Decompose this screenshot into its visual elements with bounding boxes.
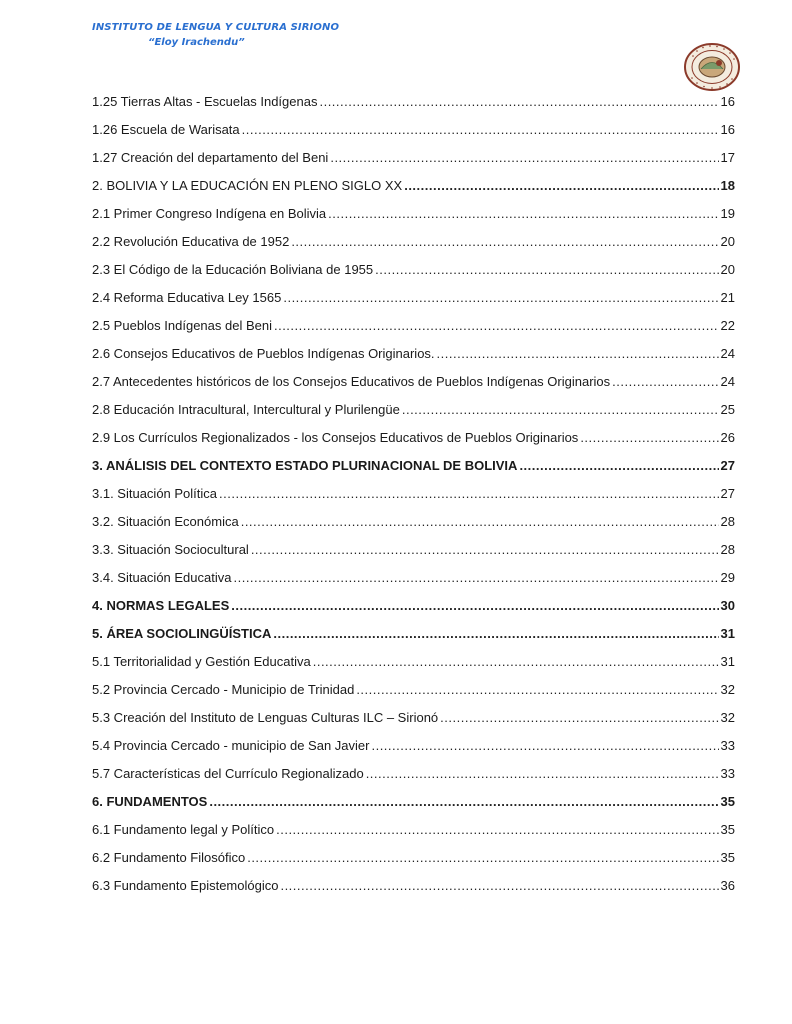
- toc-entry-page: 21: [720, 290, 735, 305]
- toc-entry-title: 5.3 Creación del Instituto de Lenguas Culturas ILC – Sirionó: [92, 710, 439, 725]
- toc-entry-title: 3.3. Situación Sociocultural: [92, 542, 249, 557]
- toc-entry-page: 16: [720, 122, 735, 137]
- toc-dot-leader: [313, 648, 719, 676]
- toc-dot-leader: [319, 88, 718, 116]
- toc-dot-leader: [274, 312, 719, 340]
- toc-entry[interactable]: [92, 508, 735, 536]
- toc-entry-title: 3.2. Situación Económica: [92, 514, 239, 529]
- toc-entry-title: 2.2 Revolución Educativa de 1952: [92, 234, 290, 249]
- toc-entry-page: 22: [720, 318, 735, 333]
- toc-entry-page: 27: [720, 486, 735, 501]
- toc-dot-leader: [437, 340, 719, 368]
- toc-dot-leader: [375, 256, 718, 284]
- toc-entry[interactable]: [92, 480, 735, 508]
- toc-dot-leader: [209, 788, 718, 816]
- toc-entry[interactable]: [92, 872, 735, 900]
- toc-entry-title: 6.2 Fundamento Filosófico: [92, 850, 246, 865]
- toc-entry-title: 5.2 Provincia Cercado - Municipio de Trinidad: [92, 682, 355, 697]
- toc-entry[interactable]: [92, 788, 735, 816]
- toc-entry-title: 6. FUNDAMENTOS: [92, 794, 208, 809]
- toc-entry-title: 1.25 Tierras Altas - Escuelas Indígenas: [92, 94, 318, 109]
- toc-entry-page: 17: [720, 150, 735, 165]
- toc-entry-title: 2.5 Pueblos Indígenas del Beni: [92, 318, 272, 333]
- toc-entry[interactable]: [92, 704, 735, 732]
- toc-entry-page: 28: [720, 542, 735, 557]
- toc-entry-title: 2.4 Reforma Educativa Ley 1565: [92, 290, 282, 305]
- toc-entry-title: 2.3 El Código de la Educación Boliviana de 1955: [92, 262, 374, 277]
- toc-entry[interactable]: [92, 172, 735, 200]
- toc-entry-title: 2.1 Primer Congreso Indígena en Bolivia: [92, 206, 327, 221]
- toc-entry-page: 26: [720, 430, 735, 445]
- toc-dot-leader: [404, 172, 718, 200]
- toc-entry[interactable]: [92, 424, 735, 452]
- toc-entry-page: 36: [720, 878, 735, 893]
- toc-entry-title: 1.27 Creación del departamento del Beni: [92, 150, 329, 165]
- toc-entry-title: 5. ÁREA SOCIOLINGÜÍSTICA: [92, 626, 272, 641]
- toc-dot-leader: [291, 228, 718, 256]
- toc-dot-leader: [276, 816, 718, 844]
- toc-dot-leader: [273, 620, 718, 648]
- toc-entry[interactable]: [92, 816, 735, 844]
- toc-entry-title: 3.4. Situación Educativa: [92, 570, 232, 585]
- toc-entry-page: 33: [720, 766, 735, 781]
- institute-subtitle: “Eloy Irachendu”: [148, 37, 245, 48]
- table-of-contents: [92, 88, 735, 900]
- toc-dot-leader: [328, 200, 718, 228]
- toc-dot-leader: [242, 116, 719, 144]
- toc-dot-leader: [247, 844, 718, 872]
- toc-entry-title: 2.8 Educación Intracultural, Intercultural y Plurilengüe: [92, 402, 400, 417]
- toc-entry[interactable]: [92, 340, 735, 368]
- toc-entry-page: 20: [720, 262, 735, 277]
- toc-dot-leader: [402, 396, 719, 424]
- toc-entry[interactable]: [92, 116, 735, 144]
- toc-entry-page: 35: [720, 850, 735, 865]
- document-header: [92, 22, 339, 48]
- toc-dot-leader: [280, 872, 718, 900]
- toc-entry[interactable]: [92, 760, 735, 788]
- toc-entry-page: 33: [720, 738, 735, 753]
- toc-entry-page: 29: [720, 570, 735, 585]
- toc-entry[interactable]: [92, 620, 735, 648]
- toc-entry[interactable]: [92, 396, 735, 424]
- toc-entry[interactable]: [92, 536, 735, 564]
- toc-entry[interactable]: [92, 144, 735, 172]
- toc-entry-title: 5.1 Territorialidad y Gestión Educativa: [92, 654, 311, 669]
- toc-dot-leader: [231, 592, 718, 620]
- toc-dot-leader: [330, 144, 718, 172]
- toc-entry-page: 31: [720, 626, 735, 641]
- toc-entry-title: 2.6 Consejos Educativos de Pueblos Indígenas Originarios.: [92, 346, 435, 361]
- toc-dot-leader: [612, 368, 718, 396]
- toc-dot-leader: [283, 284, 718, 312]
- toc-entry-title: 1.26 Escuela de Warisata: [92, 122, 240, 137]
- toc-entry-title: 6.3 Fundamento Epistemológico: [92, 878, 279, 893]
- toc-entry[interactable]: [92, 368, 735, 396]
- toc-entry[interactable]: [92, 284, 735, 312]
- toc-entry-page: 32: [720, 682, 735, 697]
- toc-dot-leader: [251, 536, 719, 564]
- toc-entry-title: 6.1 Fundamento legal y Político: [92, 822, 275, 837]
- institute-seal-icon: [683, 42, 741, 92]
- toc-dot-leader: [519, 452, 718, 480]
- toc-entry[interactable]: [92, 228, 735, 256]
- toc-entry-title: 4. NORMAS LEGALES: [92, 598, 230, 613]
- toc-entry[interactable]: [92, 452, 735, 480]
- toc-dot-leader: [440, 704, 718, 732]
- toc-dot-leader: [241, 508, 719, 536]
- toc-entry-page: 16: [720, 94, 735, 109]
- toc-entry[interactable]: [92, 676, 735, 704]
- toc-entry[interactable]: [92, 256, 735, 284]
- toc-dot-leader: [356, 676, 718, 704]
- toc-entry-page: 20: [720, 234, 735, 249]
- toc-entry-title: 2.7 Antecedentes históricos de los Consejos Educativos de Pueblos Indígenas Originarios: [92, 374, 611, 389]
- toc-dot-leader: [580, 424, 718, 452]
- toc-entry-page: 18: [720, 178, 735, 193]
- toc-entry[interactable]: [92, 200, 735, 228]
- toc-dot-leader: [366, 760, 719, 788]
- toc-entry-title: 3.1. Situación Política: [92, 486, 218, 501]
- toc-entry[interactable]: [92, 88, 735, 116]
- toc-dot-leader: [219, 480, 719, 508]
- toc-entry-page: 27: [720, 458, 735, 473]
- toc-entry-page: 24: [720, 346, 735, 361]
- toc-entry-title: 3. ANÁLISIS DEL CONTEXTO ESTADO PLURINACIONAL DE BOLIVIA: [92, 458, 518, 473]
- toc-entry-page: 32: [720, 710, 735, 725]
- toc-entry[interactable]: [92, 648, 735, 676]
- toc-entry-page: 30: [720, 598, 735, 613]
- toc-entry[interactable]: [92, 844, 735, 872]
- toc-entry[interactable]: [92, 592, 735, 620]
- toc-entry-title: 5.7 Características del Currículo Regionalizado: [92, 766, 364, 781]
- institute-name: INSTITUTO DE LENGUA Y CULTURA SIRIONO: [92, 22, 340, 33]
- toc-entry-page: 35: [720, 822, 735, 837]
- toc-entry-page: 24: [720, 374, 735, 389]
- toc-entry[interactable]: [92, 564, 735, 592]
- toc-entry-page: 35: [720, 794, 735, 809]
- toc-entry-page: 31: [720, 654, 735, 669]
- toc-entry-title: 5.4 Provincia Cercado - municipio de San Javier: [92, 738, 370, 753]
- toc-entry-page: 19: [720, 206, 735, 221]
- toc-entry[interactable]: [92, 312, 735, 340]
- toc-dot-leader: [233, 564, 718, 592]
- toc-entry-page: 28: [720, 514, 735, 529]
- toc-entry[interactable]: [92, 732, 735, 760]
- toc-dot-leader: [371, 732, 718, 760]
- toc-entry-page: 25: [720, 402, 735, 417]
- toc-entry-title: 2.9 Los Currículos Regionalizados - los Consejos Educativos de Pueblos Originarios: [92, 430, 579, 445]
- toc-entry-title: 2. BOLIVIA Y LA EDUCACIÓN EN PLENO SIGLO XX: [92, 178, 403, 193]
